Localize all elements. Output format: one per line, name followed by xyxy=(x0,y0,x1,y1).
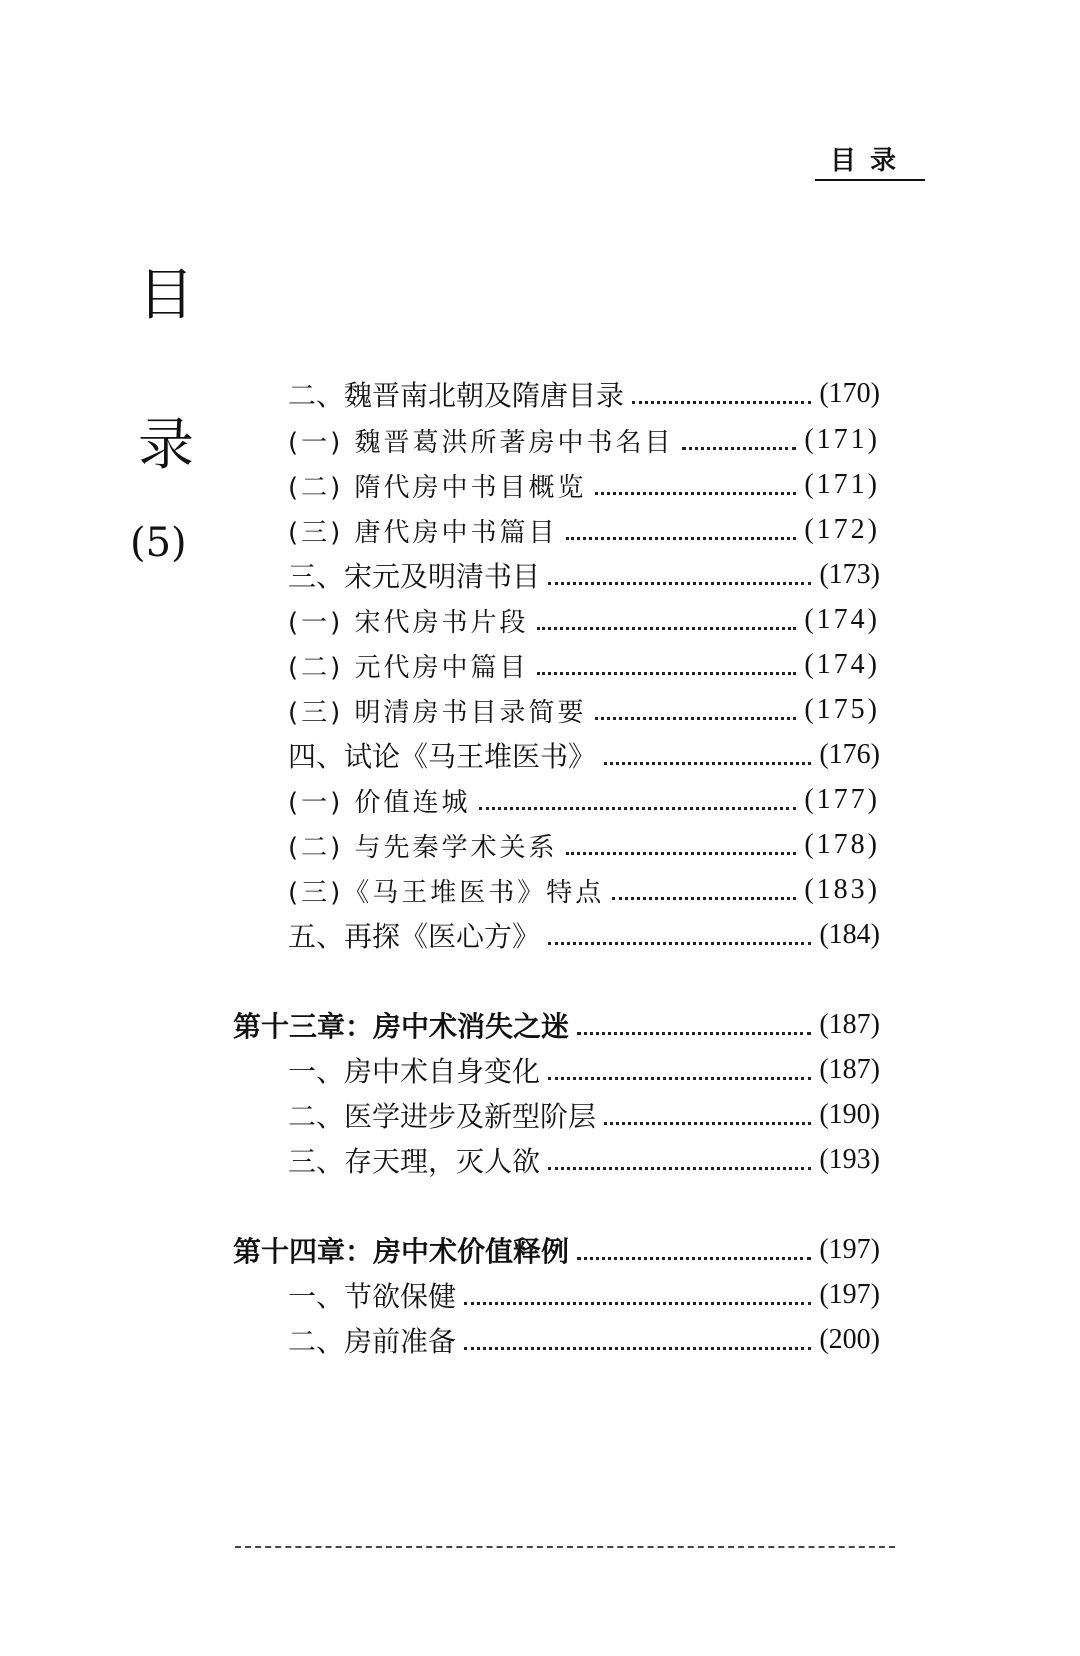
dot-leader xyxy=(548,554,811,585)
toc-page-number: (171) xyxy=(804,469,880,500)
toc-page-number: (177) xyxy=(804,784,880,815)
dot-leader xyxy=(479,779,797,810)
dot-leader xyxy=(537,644,797,675)
toc-entry-title: 三、宋元及明清书目 xyxy=(288,560,541,593)
dot-leader xyxy=(566,824,797,855)
running-header: 目录 xyxy=(815,140,925,181)
toc-entry-title: 二、魏晋南北朝及隋唐目录 xyxy=(288,379,625,412)
dot-leader xyxy=(604,1094,811,1125)
dot-leader xyxy=(548,1049,811,1080)
toc-row xyxy=(288,596,880,644)
toc-entry-title: (一) 宋代房书片段 xyxy=(288,607,529,638)
toc-page-number: (193) xyxy=(819,1144,880,1175)
toc-page-number: (197) xyxy=(819,1279,880,1310)
dot-leader xyxy=(548,1139,811,1170)
toc-row xyxy=(288,686,880,734)
toc-page-number: (190) xyxy=(819,1099,880,1130)
toc-entry-title: 二、医学进步及新型阶层 xyxy=(288,1100,597,1133)
toc-row xyxy=(288,1316,880,1364)
toc-entry-title: 一、节欲保健 xyxy=(288,1280,457,1313)
toc-row xyxy=(288,416,880,464)
side-title-char-1: 目 xyxy=(138,263,194,328)
toc-page-number: (187) xyxy=(819,1009,880,1040)
toc-row xyxy=(288,866,880,914)
toc-entry-title: (三) 明清房书目录简要 xyxy=(288,697,587,728)
toc-page-number: (178) xyxy=(804,829,880,860)
dot-leader xyxy=(537,599,797,630)
toc-entry-title: 二、房前准备 xyxy=(288,1325,457,1358)
toc-entry-title: 第十三章：房中术消失之迷 xyxy=(233,1010,570,1043)
dot-leader xyxy=(604,734,811,765)
toc-entry-title: (一) 价值连城 xyxy=(288,787,471,818)
toc-entry-title: 五、再探《医心方》 xyxy=(288,920,541,953)
toc-page-number: (171) xyxy=(804,424,880,455)
toc-row xyxy=(288,731,880,779)
toc-page-number: (184) xyxy=(819,919,880,950)
dot-leader xyxy=(632,373,811,404)
toc-row xyxy=(288,370,880,418)
toc-page-number: (176) xyxy=(819,739,880,770)
toc-row xyxy=(288,776,880,824)
toc-page-number: (170) xyxy=(819,378,880,409)
toc-page-number: (174) xyxy=(804,604,880,635)
toc-row xyxy=(288,821,880,869)
dot-leader xyxy=(566,509,797,540)
dot-leader xyxy=(577,1229,811,1260)
toc-entry-title: (三) 唐代房中书篇目 xyxy=(288,517,558,548)
toc-page-number: (197) xyxy=(819,1234,880,1265)
dot-leader xyxy=(595,689,797,720)
toc-row xyxy=(288,551,880,599)
toc-entry-title: (二) 元代房中篇目 xyxy=(288,652,529,683)
dot-leader xyxy=(464,1319,811,1350)
toc-entry-title: 第十四章：房中术价值释例 xyxy=(233,1235,570,1268)
toc-page-number: (172) xyxy=(804,514,880,545)
toc-row xyxy=(288,461,880,509)
toc-row xyxy=(288,1091,880,1139)
toc-entry-title: (三)《马王堆医书》特点 xyxy=(288,877,605,908)
toc-page-number: (174) xyxy=(804,649,880,680)
dot-leader xyxy=(464,1274,811,1305)
toc-entry-title: 一、房中术自身变化 xyxy=(288,1055,541,1088)
dot-leader xyxy=(577,1004,811,1035)
toc-page-number: (175) xyxy=(804,694,880,725)
toc-entry-title: 四、试论《马王堆医书》 xyxy=(288,740,597,773)
side-title-char-2: 录 xyxy=(138,413,194,478)
toc-entry-title: 三、存天理，灭人欲 xyxy=(288,1145,541,1178)
toc-entry-title: (二) 隋代房中书目概览 xyxy=(288,472,587,503)
toc-row xyxy=(288,506,880,554)
toc-chapter-row xyxy=(233,1226,880,1274)
dot-leader xyxy=(548,914,811,945)
toc-row xyxy=(288,1136,880,1184)
toc-chapter-row xyxy=(233,1001,880,1049)
part-number: (5) xyxy=(130,520,187,566)
dot-leader xyxy=(612,869,796,900)
toc-entry-title: (一) 魏晋葛洪所著房中书名目 xyxy=(288,427,674,458)
bottom-rule xyxy=(235,1546,895,1548)
toc-page-number: (173) xyxy=(819,559,880,590)
toc-row xyxy=(288,911,880,959)
toc-page-number: (183) xyxy=(804,874,880,905)
toc-entry-title: (二) 与先秦学术关系 xyxy=(288,832,558,863)
toc-row xyxy=(288,1271,880,1319)
dot-leader xyxy=(682,419,797,450)
toc-page-number: (200) xyxy=(819,1324,880,1355)
dot-leader xyxy=(595,464,797,495)
toc-row xyxy=(288,1046,880,1094)
toc-row xyxy=(288,641,880,689)
toc-page-number: (187) xyxy=(819,1054,880,1085)
